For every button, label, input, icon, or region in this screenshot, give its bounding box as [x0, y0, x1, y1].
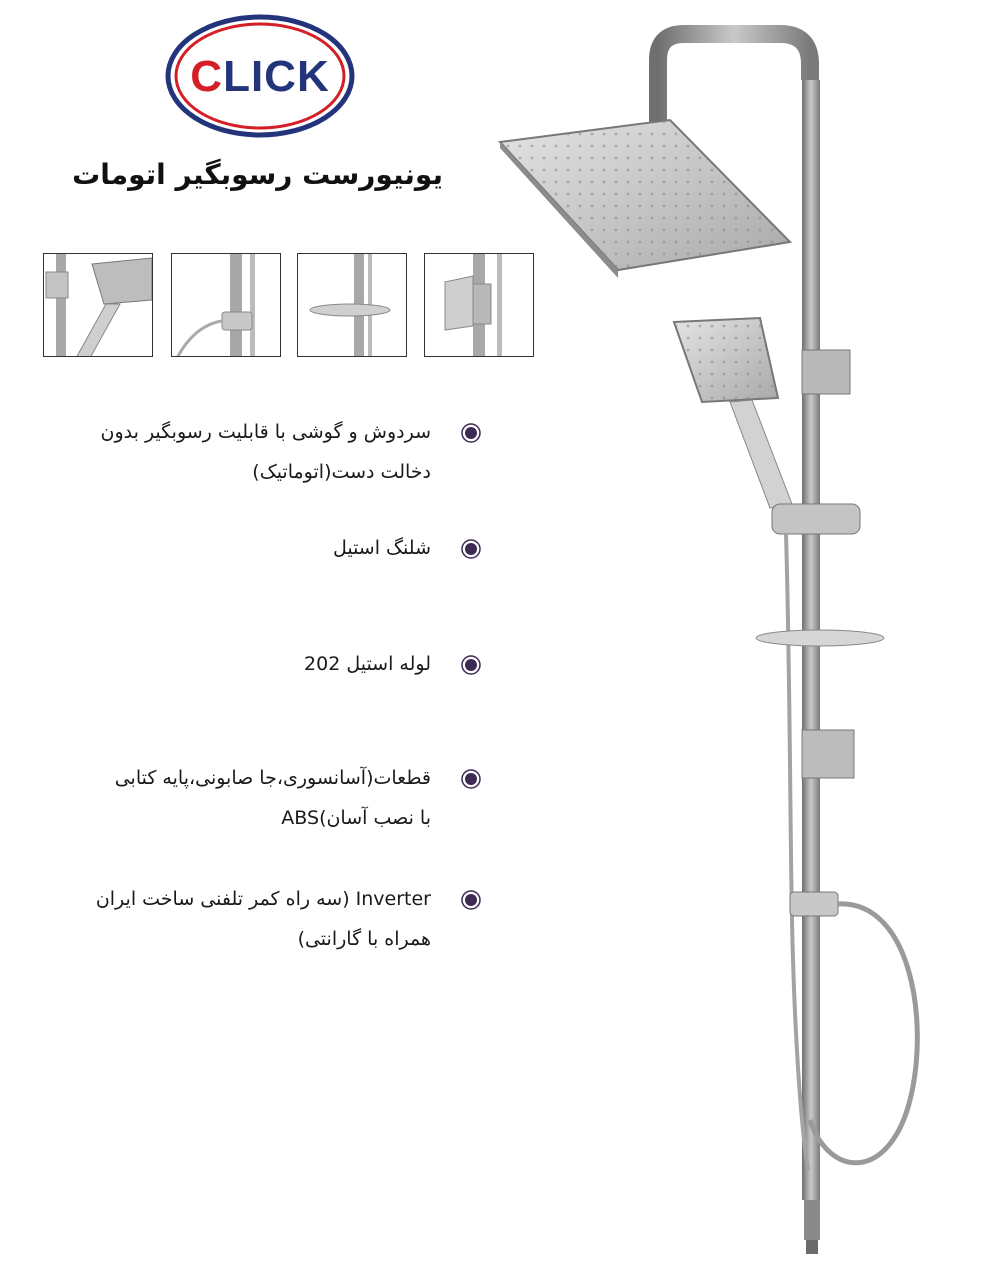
feature-text-line2: دخالت دست(اتوماتیک) — [252, 461, 431, 483]
product-title: یونیورست رسوبگیر اتومات — [72, 158, 443, 191]
feature-text-line1: لوله استیل 202 — [304, 653, 431, 675]
feature-text-line1: شلنگ استیل — [332, 537, 431, 559]
soap-dish-icon — [298, 254, 407, 357]
feature-item — [41, 879, 481, 959]
bullet-icon — [461, 769, 481, 789]
shower-system-image — [490, 20, 950, 1270]
shower-column-icon — [490, 20, 950, 1270]
hand-shower-icon — [44, 254, 153, 357]
thumbnail-hand-shower[interactable] — [43, 253, 153, 357]
feature-item — [41, 758, 481, 838]
feature-item — [41, 528, 481, 568]
bullet-icon — [461, 890, 481, 910]
hose-connector-icon — [172, 254, 281, 357]
bullet-icon — [461, 539, 481, 559]
thumbnail-hose-connector[interactable] — [171, 253, 281, 357]
feature-text-line1: قطعات(آسانسوری،جا صابونی،پایه کتابی — [114, 767, 431, 789]
bullet-icon — [461, 655, 481, 675]
brand-logo — [165, 14, 355, 138]
logo-text: CLICK — [190, 52, 330, 101]
thumbnail-soap-dish[interactable] — [297, 253, 407, 357]
feature-text-line1: Inverter (سه راه کمر تلفنی ساخت ایران — [95, 888, 431, 910]
feature-text-line2: همراه با گارانتی) — [297, 928, 431, 950]
feature-text-line1: سردوش و گوشی با قابلیت رسوبگیر بدون — [100, 421, 431, 443]
feature-item — [41, 412, 481, 492]
feature-text-line2: با نصب آسان)ABS — [281, 807, 431, 829]
feature-item — [41, 644, 481, 684]
bullet-icon — [461, 423, 481, 443]
